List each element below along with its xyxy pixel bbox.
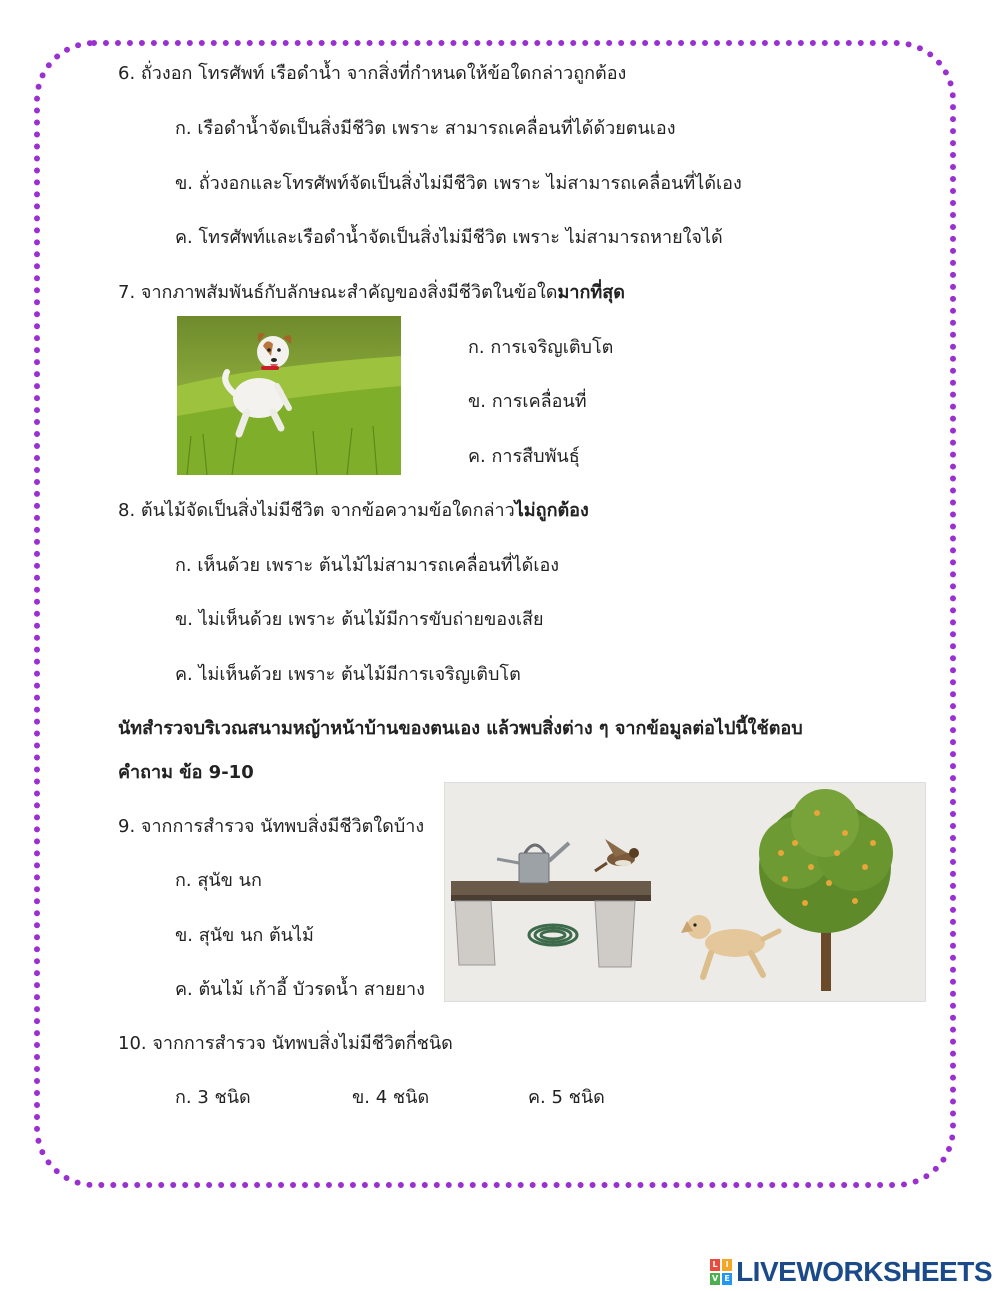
q10-question: 10. จากการสำรวจ นัทพบสิ่งไม่มีชีวิตกี่ชนิด (118, 1033, 453, 1054)
q8-question (118, 499, 589, 523)
q10-option-c[interactable]: ค. 5 ชนิด (528, 1087, 605, 1108)
q10-option-b[interactable]: ข. 4 ชนิด (352, 1087, 430, 1108)
q8-question-emphasis: ไม่ถูกต้อง (514, 500, 589, 521)
q7-question-text: 7. จากภาพสัมพันธ์กับลักษณะสำคัญของสิ่งมีชีวิตในข้อใด (118, 282, 558, 303)
q8-option-c[interactable]: ค. ไม่เห็นด้วย เพราะ ต้นไม้มีการเจริญเติบโต (175, 664, 521, 685)
q8-option-b[interactable]: ข. ไม่เห็นด้วย เพราะ ต้นไม้มีการขับถ่ายของเสีย (175, 609, 544, 630)
q7-option-a[interactable]: ก. การเจริญเติบโต (468, 337, 614, 358)
intro-line-2: คำถาม ข้อ 9-10 (118, 762, 254, 783)
logo-blocks: L I V E (710, 1259, 732, 1285)
q8-option-a[interactable]: ก. เห็นด้วย เพราะ ต้นไม้ไม่สามารถเคลื่อนที่ได้เอง (175, 555, 560, 576)
q9-option-b[interactable]: ข. สุนัข นก ต้นไม้ (175, 925, 314, 946)
dog-in-grass-illustration (177, 316, 401, 475)
liveworksheets-logo (710, 1256, 992, 1288)
q7-question (118, 281, 625, 305)
q8-question-text: 8. ต้นไม้จัดเป็นสิ่งไม่มีชีวิต จากข้อความข้อใดกล่าว (118, 500, 515, 521)
q6-option-a[interactable]: ก. เรือดำน้ำจัดเป็นสิ่งมีชีวิต เพราะ สามารถเคลื่อนที่ได้ด้วยตนเอง (175, 118, 676, 139)
q9-option-a[interactable]: ก. สุนัข นก (175, 870, 262, 891)
q6-option-b[interactable]: ข. ถั่วงอกและโทรศัพท์จัดเป็นสิ่งไม่มีชีวิต เพราะ ไม่สามารถเคลื่อนที่ได้เอง (175, 173, 742, 194)
yard-items-illustration (445, 783, 926, 1002)
q7-question-emphasis: มากที่สุด (557, 282, 625, 303)
q6-option-c[interactable]: ค. โทรศัพท์และเรือดำน้ำจัดเป็นสิ่งไม่มีชีวิต เพราะ ไม่สามารถหายใจได้ (175, 227, 723, 248)
running-dog-photo (177, 316, 401, 475)
intro-line-1: นัทสำรวจบริเวณสนามหญ้าหน้าบ้านของตนเอง แล้วพบสิ่งต่าง ๆ จากข้อมูลต่อไปนี้ใช้ตอบ (118, 718, 803, 739)
logo-text: LIVEWORKSHEETS (736, 1256, 992, 1287)
yard-survey-scene (444, 782, 926, 1002)
q7-option-b[interactable]: ข. การเคลื่อนที่ (468, 391, 587, 412)
q9-question: 9. จากการสำรวจ นัทพบสิ่งมีชีวิตใดบ้าง (118, 816, 425, 837)
q6-question: 6. ถั่วงอก โทรศัพท์ เรือดำน้ำ จากสิ่งที่กำหนดให้ข้อใดกล่าวถูกต้อง (118, 63, 627, 84)
q7-option-c[interactable]: ค. การสืบพันธุ์ (468, 446, 580, 467)
q10-option-a[interactable]: ก. 3 ชนิด (175, 1087, 251, 1108)
q9-option-c[interactable]: ค. ต้นไม้ เก้าอี้ บัวรดน้ำ สายยาง (175, 979, 425, 1000)
